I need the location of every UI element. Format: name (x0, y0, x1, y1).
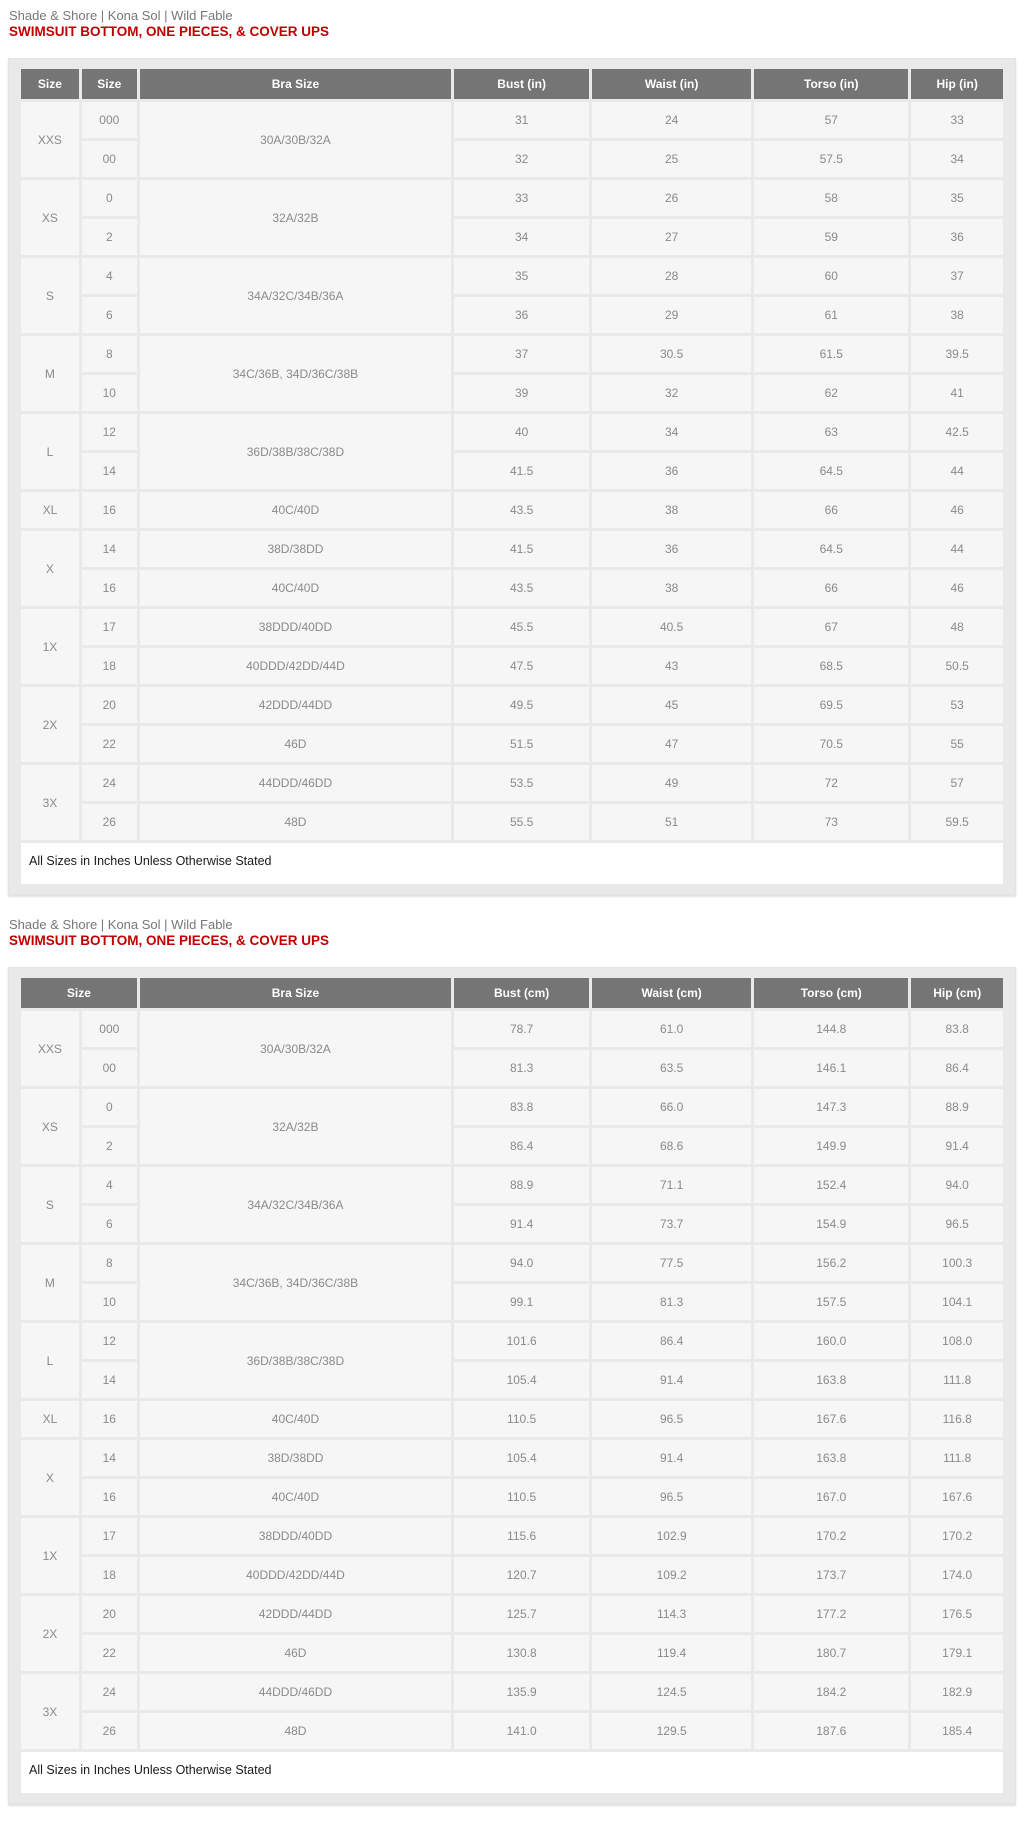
size-number-cell: 14 (82, 531, 137, 567)
table-row (21, 726, 1003, 762)
torso-cell: 62 (754, 375, 908, 411)
size-number-cell: 8 (82, 1245, 137, 1281)
table-row (21, 648, 1003, 684)
bust-cell: 125.7 (454, 1596, 589, 1632)
torso-cell: 61.5 (754, 336, 908, 372)
waist-cell: 73.7 (592, 1206, 751, 1242)
size-label-cell: XL (21, 492, 79, 528)
bust-cell: 141.0 (454, 1713, 589, 1749)
footnote: All Sizes in Inches Unless Otherwise Stated (21, 1752, 1003, 1793)
column-header: Waist (cm) (592, 978, 751, 1008)
waist-cell: 32 (592, 375, 751, 411)
hip-cell: 37 (911, 258, 1003, 294)
size-label-cell: XS (21, 180, 79, 255)
size-number-cell: 24 (82, 765, 137, 801)
torso-cell: 66 (754, 570, 908, 606)
bra-size-cell: 38DDD/40DD (140, 609, 451, 645)
size-label-cell: XXS (21, 1011, 79, 1086)
waist-cell: 29 (592, 297, 751, 333)
size-number-cell: 10 (82, 375, 137, 411)
bust-cell: 101.6 (454, 1323, 589, 1359)
size-number-cell: 2 (82, 1128, 137, 1164)
section-title: SWIMSUIT BOTTOM, ONE PIECES, & COVER UPS (9, 24, 330, 39)
waist-cell: 24 (592, 102, 751, 138)
torso-cell: 152.4 (754, 1167, 908, 1203)
table-row (21, 609, 1003, 645)
bra-size-cell: 34A/32C/34B/36A (140, 258, 451, 333)
size-label-cell: M (21, 336, 79, 411)
table-header-row (21, 69, 1003, 99)
size-number-cell: 14 (82, 1362, 137, 1398)
torso-cell: 66 (754, 492, 908, 528)
waist-cell: 43 (592, 648, 751, 684)
torso-cell: 160.0 (754, 1323, 908, 1359)
torso-cell: 147.3 (754, 1089, 908, 1125)
size-label-cell: S (21, 258, 79, 333)
hip-cell: 108.0 (911, 1323, 1003, 1359)
torso-cell: 72 (754, 765, 908, 801)
column-header: Size (21, 69, 79, 99)
waist-cell: 38 (592, 570, 751, 606)
bra-size-cell: 32A/32B (140, 180, 451, 255)
torso-cell: 60 (754, 258, 908, 294)
waist-cell: 71.1 (592, 1167, 751, 1203)
bra-size-cell: 40DDD/42DD/44D (140, 648, 451, 684)
hip-cell: 116.8 (911, 1401, 1003, 1437)
bra-size-cell: 40C/40D (140, 492, 451, 528)
bust-cell: 43.5 (454, 570, 589, 606)
size-number-cell: 8 (82, 336, 137, 372)
bust-cell: 53.5 (454, 765, 589, 801)
size-label-cell: L (21, 414, 79, 489)
table-row (21, 1713, 1003, 1749)
torso-cell: 64.5 (754, 531, 908, 567)
column-header: Size (21, 978, 137, 1008)
table-row (21, 258, 1003, 294)
table-row (21, 1557, 1003, 1593)
size-number-cell: 22 (82, 1635, 137, 1671)
bra-size-cell: 42DDD/44DD (140, 1596, 451, 1632)
size-label-cell: X (21, 1440, 79, 1515)
bra-size-cell: 48D (140, 1713, 451, 1749)
bra-size-cell: 46D (140, 726, 451, 762)
bra-size-cell: 34A/32C/34B/36A (140, 1167, 451, 1242)
bust-cell: 35 (454, 258, 589, 294)
table-row (21, 492, 1003, 528)
waist-cell: 36 (592, 531, 751, 567)
torso-cell: 63 (754, 414, 908, 450)
bra-size-cell: 34C/36B, 34D/36C/38B (140, 1245, 451, 1320)
hip-cell: 111.8 (911, 1440, 1003, 1476)
column-header: Hip (in) (911, 69, 1003, 99)
column-header: Bra Size (140, 69, 451, 99)
hip-cell: 44 (911, 531, 1003, 567)
waist-cell: 26 (592, 180, 751, 216)
hip-cell: 55 (911, 726, 1003, 762)
table-row (21, 531, 1003, 567)
torso-cell: 154.9 (754, 1206, 908, 1242)
bust-cell: 105.4 (454, 1440, 589, 1476)
size-number-cell: 6 (82, 1206, 137, 1242)
waist-cell: 66.0 (592, 1089, 751, 1125)
hip-cell: 179.1 (911, 1635, 1003, 1671)
hip-cell: 185.4 (911, 1713, 1003, 1749)
table-row (21, 1167, 1003, 1203)
size-number-cell: 16 (82, 1479, 137, 1515)
waist-cell: 114.3 (592, 1596, 751, 1632)
bust-cell: 88.9 (454, 1167, 589, 1203)
table-row (21, 765, 1003, 801)
waist-cell: 91.4 (592, 1362, 751, 1398)
bust-cell: 86.4 (454, 1128, 589, 1164)
bust-cell: 51.5 (454, 726, 589, 762)
bust-cell: 32 (454, 141, 589, 177)
size-number-cell: 14 (82, 453, 137, 489)
waist-cell: 91.4 (592, 1440, 751, 1476)
size-label-cell: 3X (21, 1674, 79, 1749)
bust-cell: 49.5 (454, 687, 589, 723)
bust-cell: 43.5 (454, 492, 589, 528)
torso-cell: 68.5 (754, 648, 908, 684)
torso-cell: 156.2 (754, 1245, 908, 1281)
size-number-cell: 20 (82, 1596, 137, 1632)
torso-cell: 64.5 (754, 453, 908, 489)
bra-size-cell: 34C/36B, 34D/36C/38B (140, 336, 451, 411)
bust-cell: 83.8 (454, 1089, 589, 1125)
waist-cell: 34 (592, 414, 751, 450)
torso-cell: 70.5 (754, 726, 908, 762)
waist-cell: 109.2 (592, 1557, 751, 1593)
torso-cell: 170.2 (754, 1518, 908, 1554)
hip-cell: 42.5 (911, 414, 1003, 450)
size-label-cell: XL (21, 1401, 79, 1437)
bust-cell: 41.5 (454, 453, 589, 489)
bust-cell: 78.7 (454, 1011, 589, 1047)
size-number-cell: 4 (82, 258, 137, 294)
bra-size-cell: 40DDD/42DD/44D (140, 1557, 451, 1593)
torso-cell: 58 (754, 180, 908, 216)
torso-cell: 149.9 (754, 1128, 908, 1164)
hip-cell: 33 (911, 102, 1003, 138)
bra-size-cell: 42DDD/44DD (140, 687, 451, 723)
torso-cell: 184.2 (754, 1674, 908, 1710)
torso-cell: 67 (754, 609, 908, 645)
bust-cell: 41.5 (454, 531, 589, 567)
size-chart-table-cm (18, 975, 1006, 1752)
waist-cell: 119.4 (592, 1635, 751, 1671)
hip-cell: 86.4 (911, 1050, 1003, 1086)
size-number-cell: 000 (82, 1011, 137, 1047)
size-number-cell: 20 (82, 687, 137, 723)
size-number-cell: 17 (82, 609, 137, 645)
column-header: Waist (in) (592, 69, 751, 99)
torso-cell: 167.6 (754, 1401, 908, 1437)
bust-cell: 110.5 (454, 1479, 589, 1515)
hip-cell: 167.6 (911, 1479, 1003, 1515)
size-label-cell: XS (21, 1089, 79, 1164)
torso-cell: 57 (754, 102, 908, 138)
torso-cell: 163.8 (754, 1362, 908, 1398)
table-body (21, 1011, 1003, 1749)
table-row (21, 1401, 1003, 1437)
size-number-cell: 4 (82, 1167, 137, 1203)
hip-cell: 174.0 (911, 1557, 1003, 1593)
bust-cell: 34 (454, 219, 589, 255)
waist-cell: 51 (592, 804, 751, 840)
torso-cell: 73 (754, 804, 908, 840)
bust-cell: 39 (454, 375, 589, 411)
bust-cell: 91.4 (454, 1206, 589, 1242)
bust-cell: 47.5 (454, 648, 589, 684)
bra-size-cell: 36D/38B/38C/38D (140, 414, 451, 489)
torso-cell: 69.5 (754, 687, 908, 723)
size-number-cell: 16 (82, 570, 137, 606)
size-number-cell: 17 (82, 1518, 137, 1554)
waist-cell: 102.9 (592, 1518, 751, 1554)
waist-cell: 77.5 (592, 1245, 751, 1281)
column-header: Torso (in) (754, 69, 908, 99)
waist-cell: 36 (592, 453, 751, 489)
torso-cell: 163.8 (754, 1440, 908, 1476)
size-number-cell: 26 (82, 1713, 137, 1749)
size-label-cell: 3X (21, 765, 79, 840)
bra-size-cell: 32A/32B (140, 1089, 451, 1164)
table-row (21, 1635, 1003, 1671)
size-label-cell: S (21, 1167, 79, 1242)
hip-cell: 59.5 (911, 804, 1003, 840)
table-row (21, 804, 1003, 840)
column-header: Hip (cm) (911, 978, 1003, 1008)
table-row (21, 1323, 1003, 1359)
table-row (21, 1596, 1003, 1632)
size-number-cell: 2 (82, 219, 137, 255)
bra-size-cell: 46D (140, 1635, 451, 1671)
size-number-cell: 22 (82, 726, 137, 762)
waist-cell: 28 (592, 258, 751, 294)
hip-cell: 48 (911, 609, 1003, 645)
bra-size-cell: 40C/40D (140, 570, 451, 606)
table-row (21, 102, 1003, 138)
size-number-cell: 10 (82, 1284, 137, 1320)
table-row (21, 687, 1003, 723)
bust-cell: 36 (454, 297, 589, 333)
waist-cell: 124.5 (592, 1674, 751, 1710)
size-label-cell: M (21, 1245, 79, 1320)
hip-cell: 170.2 (911, 1518, 1003, 1554)
size-chart-table-inches (18, 66, 1006, 843)
size-number-cell: 18 (82, 648, 137, 684)
bra-size-cell: 38D/38DD (140, 1440, 451, 1476)
table-row (21, 1089, 1003, 1125)
hip-cell: 96.5 (911, 1206, 1003, 1242)
torso-cell: 61 (754, 297, 908, 333)
bra-size-cell: 44DDD/46DD (140, 765, 451, 801)
bust-cell: 55.5 (454, 804, 589, 840)
hip-cell: 53 (911, 687, 1003, 723)
size-chart-panel (8, 58, 1016, 895)
size-number-cell: 26 (82, 804, 137, 840)
waist-cell: 27 (592, 219, 751, 255)
waist-cell: 81.3 (592, 1284, 751, 1320)
hip-cell: 41 (911, 375, 1003, 411)
size-number-cell: 16 (82, 1401, 137, 1437)
column-header: Bust (in) (454, 69, 589, 99)
hip-cell: 36 (911, 219, 1003, 255)
bust-cell: 45.5 (454, 609, 589, 645)
bra-size-cell: 30A/30B/32A (140, 1011, 451, 1086)
torso-cell: 167.0 (754, 1479, 908, 1515)
waist-cell: 61.0 (592, 1011, 751, 1047)
size-chart-section-inches (8, 8, 1016, 895)
size-number-cell: 00 (82, 141, 137, 177)
bust-cell: 135.9 (454, 1674, 589, 1710)
torso-cell: 180.7 (754, 1635, 908, 1671)
bra-size-cell: 40C/40D (140, 1479, 451, 1515)
size-number-cell: 6 (82, 297, 137, 333)
hip-cell: 182.9 (911, 1674, 1003, 1710)
bust-cell: 37 (454, 336, 589, 372)
footnote: All Sizes in Inches Unless Otherwise Stated (21, 843, 1003, 884)
waist-cell: 68.6 (592, 1128, 751, 1164)
table-row (21, 570, 1003, 606)
table-row (21, 1518, 1003, 1554)
torso-cell: 59 (754, 219, 908, 255)
torso-cell: 144.8 (754, 1011, 908, 1047)
hip-cell: 83.8 (911, 1011, 1003, 1047)
table-body (21, 102, 1003, 840)
size-label-cell: 2X (21, 687, 79, 762)
hip-cell: 38 (911, 297, 1003, 333)
hip-cell: 94.0 (911, 1167, 1003, 1203)
torso-cell: 57.5 (754, 141, 908, 177)
size-number-cell: 16 (82, 492, 137, 528)
size-number-cell: 00 (82, 1050, 137, 1086)
size-number-cell: 12 (82, 414, 137, 450)
bra-size-cell: 38DDD/40DD (140, 1518, 451, 1554)
waist-cell: 45 (592, 687, 751, 723)
hip-cell: 35 (911, 180, 1003, 216)
torso-cell: 177.2 (754, 1596, 908, 1632)
waist-cell: 40.5 (592, 609, 751, 645)
bust-cell: 40 (454, 414, 589, 450)
table-row (21, 336, 1003, 372)
bra-size-cell: 44DDD/46DD (140, 1674, 451, 1710)
waist-cell: 38 (592, 492, 751, 528)
size-label-cell: L (21, 1323, 79, 1398)
size-number-cell: 24 (82, 1674, 137, 1710)
waist-cell: 25 (592, 141, 751, 177)
section-title: SWIMSUIT BOTTOM, ONE PIECES, & COVER UPS (9, 933, 330, 948)
table-row (21, 414, 1003, 450)
column-header: Bra Size (140, 978, 451, 1008)
bra-size-cell: 36D/38B/38C/38D (140, 1323, 451, 1398)
table-row (21, 1440, 1003, 1476)
column-header: Size (82, 69, 137, 99)
hip-cell: 100.3 (911, 1245, 1003, 1281)
waist-cell: 129.5 (592, 1713, 751, 1749)
size-number-cell: 0 (82, 180, 137, 216)
waist-cell: 96.5 (592, 1479, 751, 1515)
table-row (21, 1674, 1003, 1710)
torso-cell: 157.5 (754, 1284, 908, 1320)
column-header: Bust (cm) (454, 978, 589, 1008)
size-number-cell: 000 (82, 102, 137, 138)
bust-cell: 105.4 (454, 1362, 589, 1398)
table-row (21, 1011, 1003, 1047)
size-label-cell: 1X (21, 609, 79, 684)
bust-cell: 94.0 (454, 1245, 589, 1281)
bra-size-cell: 38D/38DD (140, 531, 451, 567)
hip-cell: 104.1 (911, 1284, 1003, 1320)
bra-size-cell: 40C/40D (140, 1401, 451, 1437)
size-chart-section-cm (8, 917, 1016, 1804)
bust-cell: 130.8 (454, 1635, 589, 1671)
table-row (21, 1245, 1003, 1281)
bust-cell: 120.7 (454, 1557, 589, 1593)
hip-cell: 88.9 (911, 1089, 1003, 1125)
bust-cell: 31 (454, 102, 589, 138)
hip-cell: 111.8 (911, 1362, 1003, 1398)
bust-cell: 81.3 (454, 1050, 589, 1086)
size-label-cell: X (21, 531, 79, 606)
waist-cell: 96.5 (592, 1401, 751, 1437)
header-row (21, 978, 1003, 1008)
column-header: Torso (cm) (754, 978, 908, 1008)
hip-cell: 39.5 (911, 336, 1003, 372)
table-row (21, 180, 1003, 216)
size-label-cell: 1X (21, 1518, 79, 1593)
header-row (21, 69, 1003, 99)
waist-cell: 86.4 (592, 1323, 751, 1359)
waist-cell: 30.5 (592, 336, 751, 372)
hip-cell: 176.5 (911, 1596, 1003, 1632)
size-number-cell: 12 (82, 1323, 137, 1359)
table-row (21, 1479, 1003, 1515)
table-header-row (21, 978, 1003, 1008)
waist-cell: 49 (592, 765, 751, 801)
torso-cell: 187.6 (754, 1713, 908, 1749)
hip-cell: 57 (911, 765, 1003, 801)
hip-cell: 34 (911, 141, 1003, 177)
torso-cell: 146.1 (754, 1050, 908, 1086)
size-number-cell: 18 (82, 1557, 137, 1593)
bust-cell: 99.1 (454, 1284, 589, 1320)
bust-cell: 33 (454, 180, 589, 216)
waist-cell: 47 (592, 726, 751, 762)
size-number-cell: 0 (82, 1089, 137, 1125)
size-number-cell: 14 (82, 1440, 137, 1476)
hip-cell: 44 (911, 453, 1003, 489)
size-chart-panel (8, 967, 1016, 1804)
hip-cell: 91.4 (911, 1128, 1003, 1164)
bust-cell: 115.6 (454, 1518, 589, 1554)
bra-size-cell: 48D (140, 804, 451, 840)
bra-size-cell: 30A/30B/32A (140, 102, 451, 177)
hip-cell: 46 (911, 492, 1003, 528)
waist-cell: 63.5 (592, 1050, 751, 1086)
size-label-cell: 2X (21, 1596, 79, 1671)
hip-cell: 50.5 (911, 648, 1003, 684)
size-label-cell: XXS (21, 102, 79, 177)
torso-cell: 173.7 (754, 1557, 908, 1593)
bust-cell: 110.5 (454, 1401, 589, 1437)
hip-cell: 46 (911, 570, 1003, 606)
brand-list: Shade & Shore | Kona Sol | Wild Fable (9, 917, 233, 932)
brand-list: Shade & Shore | Kona Sol | Wild Fable (9, 8, 233, 23)
